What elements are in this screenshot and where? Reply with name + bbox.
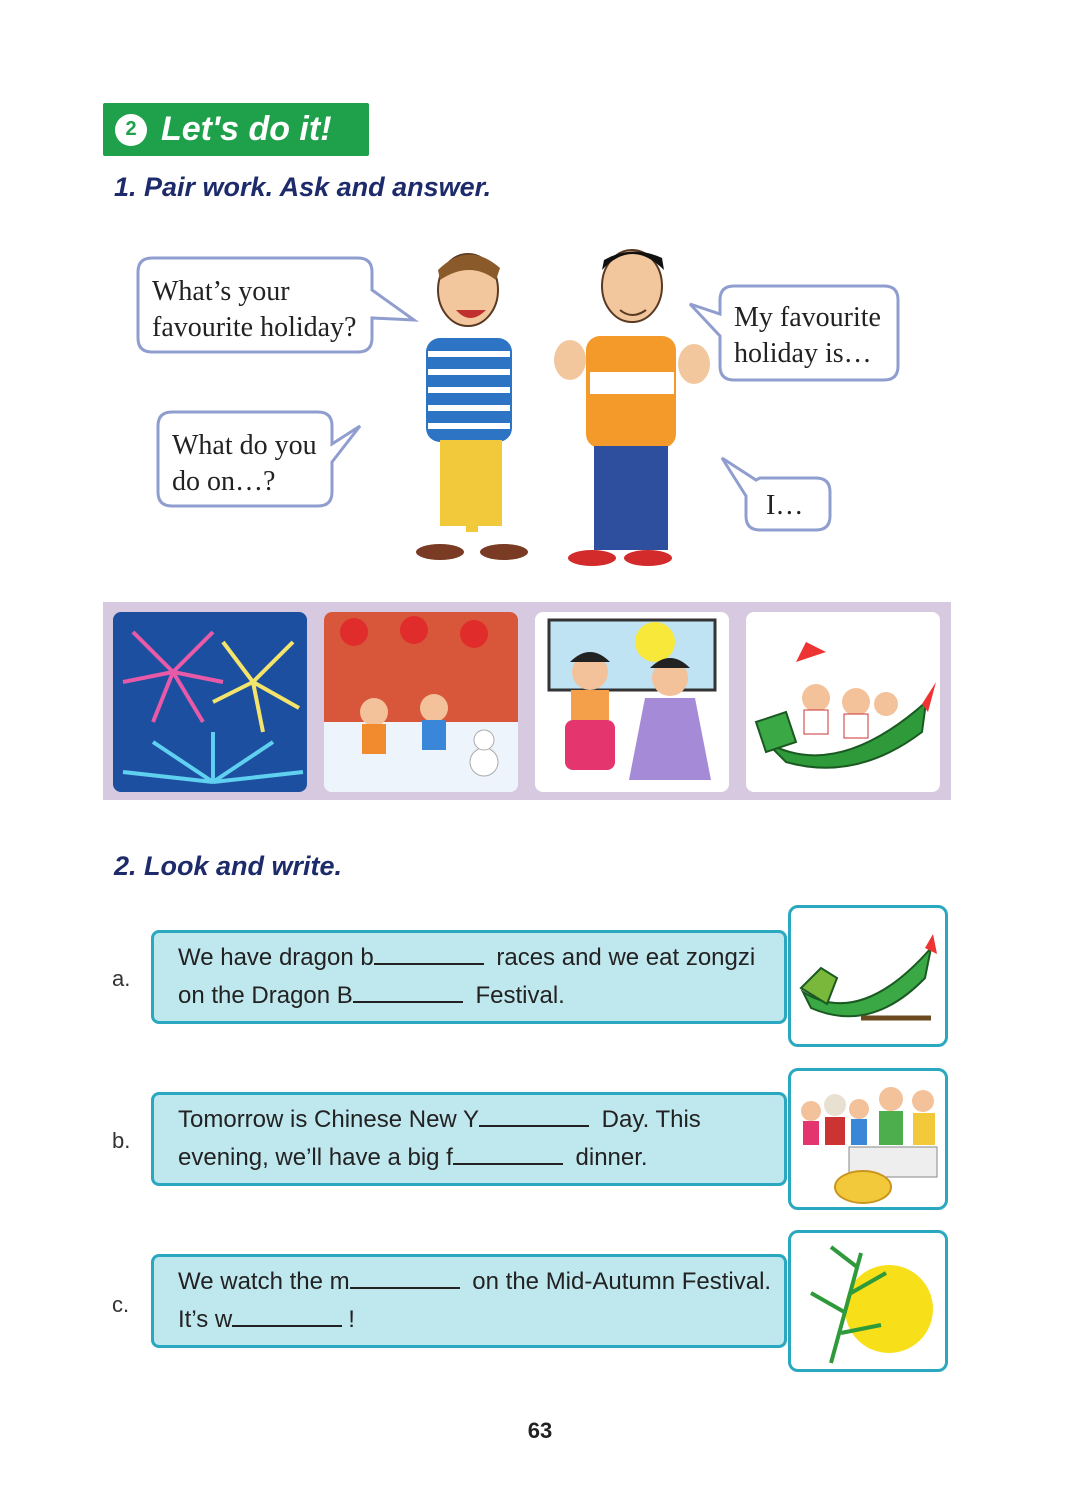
badge-number: 2 [115, 114, 147, 146]
row-b-line1 [178, 1105, 701, 1134]
fireworks-picture [113, 612, 307, 792]
bubble-q1-line1: What’s your [152, 276, 290, 307]
row-b-line2-part1: evening, we’ll have a big f [178, 1144, 453, 1171]
bubble-q2 [158, 416, 331, 512]
chinese-new-year-picture [324, 612, 518, 792]
row-c-moon-bamboo-image [788, 1230, 948, 1372]
bubble-a2-line1: I… [766, 490, 804, 521]
row-b-line2 [178, 1143, 648, 1172]
row-c-line2 [178, 1305, 355, 1334]
mid-autumn-picture [535, 612, 729, 792]
badge-title: Let's do it! [161, 110, 332, 148]
row-c-line2-part1: It’s w [178, 1306, 233, 1333]
bubble-q2-line2: do on…? [172, 466, 276, 497]
bubble-a1-line1: My favourite [734, 302, 881, 333]
row-c-line1-part2: on the Mid-Autumn Festival. [465, 1268, 772, 1295]
row-c-line1 [178, 1267, 771, 1296]
bubble-q1-line2: favourite holiday? [152, 312, 357, 343]
bubble-q2-line1: What do you [172, 430, 317, 461]
bubble-a1 [720, 288, 895, 384]
row-c-line1-part1: We watch the m [178, 1268, 350, 1295]
row-b-line1-part1: Tomorrow is Chinese New Y [178, 1106, 479, 1133]
row-a-line1-part1: We have dragon b [178, 944, 374, 971]
row-b-sentence-box [151, 1092, 787, 1186]
row-a-line2-part2: Festival. [468, 982, 565, 1009]
row-a-blank2[interactable] [353, 981, 463, 1003]
bubble-q1 [138, 262, 370, 358]
row-a-line2 [178, 981, 565, 1010]
row-a-dragon-boat-image [788, 905, 948, 1047]
row-b-blank1[interactable] [479, 1105, 589, 1127]
row-c-sentence-box [151, 1254, 787, 1348]
boy-striped-shirt-illustration [416, 254, 528, 560]
row-a-line1 [178, 943, 755, 972]
row-c-blank1[interactable] [350, 1267, 460, 1289]
row-a-label: a. [112, 966, 131, 991]
section2-title: 2. Look and write. [114, 851, 343, 881]
row-b-line2-part2: dinner. [568, 1144, 648, 1171]
holiday-picture-strip [103, 602, 951, 800]
boy-orange-shirt-illustration [554, 250, 710, 566]
bubble-a2 [752, 476, 817, 536]
row-c-line2-part2: ! [348, 1306, 355, 1333]
row-c-label: c. [112, 1292, 130, 1317]
row-b-blank2[interactable] [453, 1143, 563, 1165]
row-a-line2-part1: on the Dragon B [178, 982, 353, 1009]
row-c-blank2[interactable] [232, 1305, 342, 1327]
dragon-boat-picture [746, 612, 940, 792]
row-b-line1-part2: Day. This [595, 1106, 701, 1133]
row-b-family-dinner-image [788, 1068, 948, 1210]
row-a-blank1[interactable] [374, 943, 484, 965]
bubble-a1-line2: holiday is… [734, 338, 872, 369]
section1-title: 1. Pair work. Ask and answer. [114, 172, 492, 202]
row-a-sentence-box [151, 930, 787, 1024]
section-badge [103, 103, 369, 156]
page-number: 63 [527, 1418, 553, 1443]
row-a-line1-part2: races and we eat zongzi [489, 944, 756, 971]
row-b-label: b. [112, 1128, 131, 1153]
